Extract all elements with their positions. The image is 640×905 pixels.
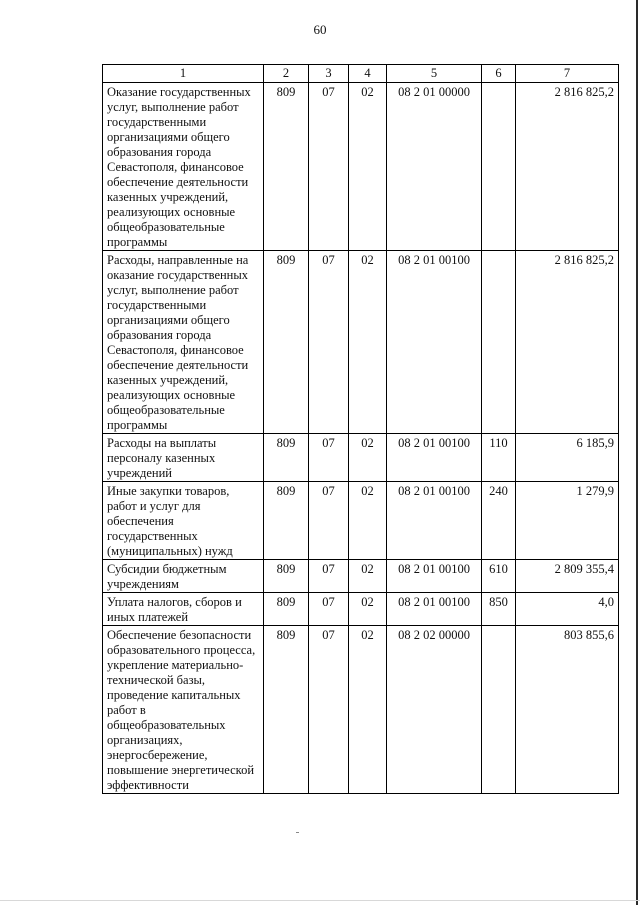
section-code: 07 xyxy=(309,626,349,794)
table-row xyxy=(103,251,619,434)
subsection-code: 02 xyxy=(349,560,387,593)
expense-type-code: 240 xyxy=(482,482,516,560)
expense-type-code: 110 xyxy=(482,434,516,482)
section-code: 07 xyxy=(309,83,349,251)
ministry-code: 809 xyxy=(264,626,309,794)
amount: 6 185,9 xyxy=(516,434,619,482)
column-header: 3 xyxy=(309,65,349,83)
column-header: 2 xyxy=(264,65,309,83)
target-article-code: 08 2 01 00100 xyxy=(387,482,482,560)
section-code: 07 xyxy=(309,251,349,434)
column-header: 5 xyxy=(387,65,482,83)
section-code: 07 xyxy=(309,560,349,593)
row-name: Расходы на выплаты персоналу казенных учреждений xyxy=(103,434,264,482)
column-header: 4 xyxy=(349,65,387,83)
amount: 2 809 355,4 xyxy=(516,560,619,593)
ministry-code: 809 xyxy=(264,560,309,593)
scan-edge-right xyxy=(636,0,638,905)
row-name: Расходы, направленные на оказание государственных услуг, выполнение работ государственными организациями общего образования города Севастополя, финансовое обеспечение деятельности казенных учреждений, реализующих основные общеобразовательные программы xyxy=(103,251,264,434)
ministry-code: 809 xyxy=(264,482,309,560)
column-header: 1 xyxy=(103,65,264,83)
scan-speck xyxy=(296,832,299,833)
column-header: 7 xyxy=(516,65,619,83)
ministry-code: 809 xyxy=(264,83,309,251)
expense-type-code: 850 xyxy=(482,593,516,626)
row-name: Обеспечение безопасности образовательного процесса, укрепление материально-технической базы, проведение капитальных работ в общеобразовательных организациях, энергосбережение, повышение энергетической эффективности xyxy=(103,626,264,794)
row-name: Субсидии бюджетным учреждениям xyxy=(103,560,264,593)
amount: 2 816 825,2 xyxy=(516,251,619,434)
target-article-code: 08 2 01 00100 xyxy=(387,560,482,593)
ministry-code: 809 xyxy=(264,434,309,482)
expense-type-code xyxy=(482,251,516,434)
subsection-code: 02 xyxy=(349,482,387,560)
section-code: 07 xyxy=(309,482,349,560)
ministry-code: 809 xyxy=(264,251,309,434)
target-article-code: 08 2 01 00100 xyxy=(387,434,482,482)
subsection-code: 02 xyxy=(349,593,387,626)
target-article-code: 08 2 02 00000 xyxy=(387,626,482,794)
table-row xyxy=(103,482,619,560)
expense-type-code xyxy=(482,626,516,794)
subsection-code: 02 xyxy=(349,83,387,251)
target-article-code: 08 2 01 00100 xyxy=(387,251,482,434)
section-code: 07 xyxy=(309,434,349,482)
section-code: 07 xyxy=(309,593,349,626)
budget-table xyxy=(102,64,619,794)
amount: 1 279,9 xyxy=(516,482,619,560)
page-number: 60 xyxy=(313,22,327,37)
row-name: Оказание государственных услуг, выполнение работ государственными организациями общего образования города Севастополя, финансовое обеспечение деятельности казенных учреждений, реализующих основные общеобразовательные программы xyxy=(103,83,264,251)
amount: 2 816 825,2 xyxy=(516,83,619,251)
table-header-row xyxy=(103,65,619,83)
table-row xyxy=(103,83,619,251)
scan-edge-bottom xyxy=(0,900,640,901)
table-row xyxy=(103,434,619,482)
row-name: Уплата налогов, сборов и иных платежей xyxy=(103,593,264,626)
amount: 803 855,6 xyxy=(516,626,619,794)
subsection-code: 02 xyxy=(349,251,387,434)
table-row xyxy=(103,560,619,593)
ministry-code: 809 xyxy=(264,593,309,626)
target-article-code: 08 2 01 00100 xyxy=(387,593,482,626)
subsection-code: 02 xyxy=(349,626,387,794)
row-name: Иные закупки товаров, работ и услуг для обеспечения государственных (муниципальных) нужд xyxy=(103,482,264,560)
amount: 4,0 xyxy=(516,593,619,626)
table-row xyxy=(103,593,619,626)
target-article-code: 08 2 01 00000 xyxy=(387,83,482,251)
subsection-code: 02 xyxy=(349,434,387,482)
table-row xyxy=(103,626,619,794)
expense-type-code xyxy=(482,83,516,251)
column-header: 6 xyxy=(482,65,516,83)
expense-type-code: 610 xyxy=(482,560,516,593)
